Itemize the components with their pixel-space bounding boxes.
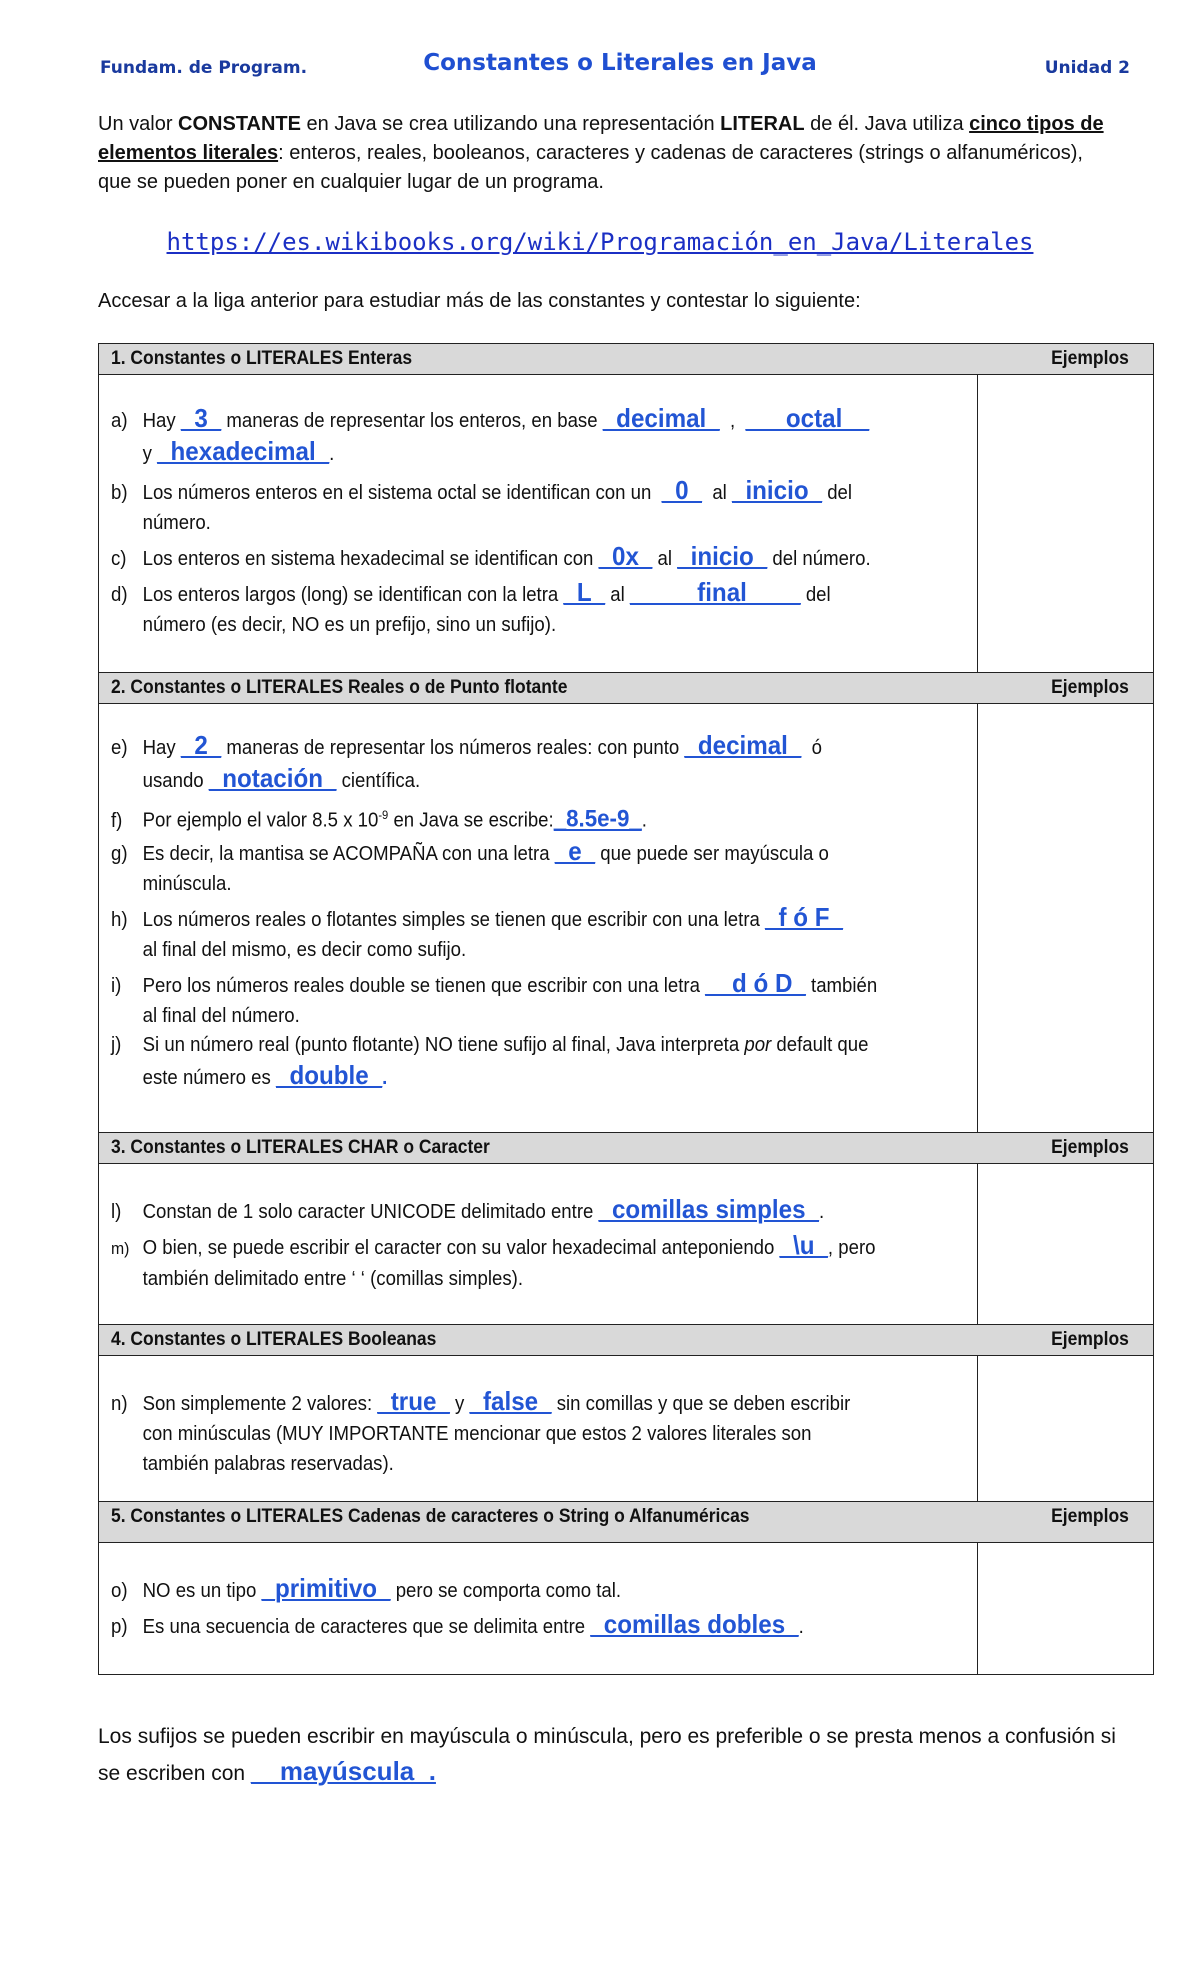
examples-header: Ejemplos bbox=[1051, 348, 1129, 369]
item-text: este número es bbox=[142, 1067, 277, 1089]
intro-bold-constante: CONSTANTE bbox=[178, 113, 301, 135]
answer: _comillas dobles_ bbox=[590, 1609, 799, 1639]
item-text: al final del mismo, es decir como sufijo. bbox=[142, 939, 467, 961]
item-text: Es una secuencia de caracteres que se delimita entre bbox=[142, 1616, 591, 1638]
item-text: Si un número real (punto flotante) NO tiene sufijo al final, Java interpreta bbox=[142, 1034, 745, 1056]
item-text: ó bbox=[801, 737, 823, 759]
answer: _inicio_ bbox=[731, 475, 823, 505]
intro-text: Un valor bbox=[98, 113, 179, 135]
section-header bbox=[99, 344, 1153, 375]
item-text: maneras de representar los números reales: con punto bbox=[221, 737, 685, 759]
item-text: usando bbox=[142, 770, 209, 792]
intro-text: en Java se crea utilizando una representación bbox=[301, 113, 721, 135]
item-key: j) bbox=[111, 1034, 122, 1056]
item-text: en Java se escribe: bbox=[388, 809, 554, 832]
item-key: l) bbox=[111, 1201, 122, 1223]
item-key: c) bbox=[111, 548, 127, 570]
item-text: sin comillas y que se deben escribir bbox=[551, 1393, 851, 1415]
item-key: a) bbox=[111, 410, 128, 432]
item-key: m) bbox=[111, 1239, 130, 1258]
wikibooks-link[interactable]: https://es.wikibooks.org/wiki/Programación_en_Java/Literales bbox=[166, 228, 1034, 256]
item-text: del bbox=[822, 482, 853, 504]
intro-text: : enteros, reales, booleanos, caracteres y cadenas de caracteres (strings o alfanuméricos), que se pueden poner en cualquier lugar de un programa. bbox=[98, 142, 1083, 193]
item-text: NO es un tipo bbox=[142, 1580, 262, 1602]
list-item bbox=[111, 1194, 911, 1227]
item-text: del bbox=[800, 584, 831, 606]
intro-bold-cinco: cinco tipos de elementos literales bbox=[98, 113, 1104, 164]
answer: _hexadecimal_ bbox=[157, 436, 330, 466]
answer: _\u_ bbox=[779, 1230, 828, 1260]
answer: _L_ bbox=[563, 577, 606, 607]
item-text: número (es decir, NO es un prefijo, sino un sufijo). bbox=[142, 614, 557, 636]
item-text: . bbox=[798, 1616, 804, 1638]
item-text: Hay bbox=[142, 737, 181, 759]
item-key: d) bbox=[111, 584, 128, 606]
section-header bbox=[99, 1502, 1153, 1543]
item-text: , pero bbox=[827, 1237, 876, 1259]
item-text: . bbox=[329, 443, 335, 465]
list-item bbox=[111, 1609, 911, 1642]
examples-header: Ejemplos bbox=[1051, 1137, 1129, 1158]
answer: _2_ bbox=[180, 730, 222, 760]
answer: _8.5e-9_ bbox=[553, 805, 642, 833]
column-divider bbox=[977, 673, 978, 1132]
item-key: e) bbox=[111, 737, 128, 759]
item-text: maneras de representar los enteros, en base bbox=[221, 410, 603, 432]
list-item bbox=[111, 1030, 911, 1093]
section-booleanas bbox=[98, 1324, 1154, 1502]
item-text: Los números enteros en el sistema octal se identifican con un bbox=[142, 482, 662, 504]
item-text: y bbox=[142, 443, 158, 465]
examples-header: Ejemplos bbox=[1051, 1506, 1129, 1527]
section-header bbox=[99, 673, 1153, 704]
section-title: 3. Constantes o LITERALES CHAR o Caracter bbox=[111, 1137, 490, 1158]
answer: _e_ bbox=[554, 836, 596, 866]
answer: ___octal__ bbox=[745, 403, 870, 433]
list-item bbox=[111, 1230, 911, 1294]
examples-header: Ejemplos bbox=[1051, 1329, 1129, 1350]
item-text: minúscula. bbox=[142, 873, 232, 895]
item-text: al bbox=[702, 482, 732, 504]
outro-text: Los sufijos se pueden escribir en mayúscula o minúscula, pero es preferible o se presta menos a confusión si se escriben con bbox=[98, 1725, 1116, 1785]
answer: _decimal_ bbox=[602, 403, 720, 433]
item-key: f) bbox=[111, 809, 123, 832]
answer: _0_ bbox=[661, 475, 703, 505]
item-text: con minúsculas (MUY IMPORTANTE mencionar que estos 2 valores literales son bbox=[142, 1423, 812, 1445]
examples-header: Ejemplos bbox=[1051, 677, 1129, 698]
item-text: al bbox=[605, 584, 630, 606]
item-key: p) bbox=[111, 1616, 128, 1638]
item-key: g) bbox=[111, 843, 128, 865]
answer: _f ó F_ bbox=[765, 902, 843, 932]
section-title: 1. Constantes o LITERALES Enteras bbox=[111, 348, 413, 369]
section-char bbox=[98, 1132, 1154, 1325]
item-text: y bbox=[449, 1393, 470, 1415]
page-header bbox=[100, 50, 1140, 86]
answer: _primitivo_ bbox=[261, 1573, 391, 1603]
list-item bbox=[111, 1386, 911, 1479]
list-item bbox=[111, 730, 911, 796]
answer: __mayúscula_. bbox=[250, 1756, 436, 1786]
page-title: Constantes o Literales en Java bbox=[423, 50, 817, 76]
course-label: Fundam. de Program. bbox=[100, 58, 308, 78]
item-text: Hay bbox=[142, 410, 181, 432]
item-text: Es decir, la mantisa se ACOMPAÑA con una letra bbox=[142, 843, 555, 865]
item-text: Constan de 1 solo caracter UNICODE delimitado entre bbox=[142, 1201, 599, 1223]
list-item bbox=[111, 836, 911, 899]
item-text-italic: por bbox=[744, 1034, 772, 1056]
item-text: al bbox=[652, 548, 678, 570]
answer: _double_ bbox=[276, 1060, 383, 1090]
section-header bbox=[99, 1325, 1153, 1356]
list-item bbox=[111, 800, 911, 836]
section-reales bbox=[98, 672, 1154, 1133]
section-enteras bbox=[98, 343, 1154, 673]
section-title: 4. Constantes o LITERALES Booleanas bbox=[111, 1329, 437, 1350]
item-text: también delimitado entre ‘ ‘ (comillas simples). bbox=[142, 1268, 524, 1290]
item-text: científica. bbox=[336, 770, 421, 792]
item-text: Son simplemente 2 valores: bbox=[142, 1393, 378, 1415]
section-title: 2. Constantes o LITERALES Reales o de Punto flotante bbox=[111, 677, 568, 698]
item-text: . bbox=[641, 809, 647, 832]
item-text: que puede ser mayúscula o bbox=[595, 843, 829, 865]
item-text: Pero los números reales double se tienen que escribir con una letra bbox=[142, 975, 706, 997]
item-text: también bbox=[805, 975, 878, 997]
list-item bbox=[111, 968, 911, 1031]
list-item bbox=[111, 1573, 911, 1606]
list-item bbox=[111, 577, 911, 640]
intro-text: de él. Java utiliza bbox=[804, 113, 970, 135]
unit-label: Unidad 2 bbox=[1044, 58, 1130, 78]
item-text: default que bbox=[771, 1034, 869, 1056]
item-text: al final del número. bbox=[142, 1005, 300, 1027]
item-text: número. bbox=[142, 512, 211, 534]
item-text: Los enteros en sistema hexadecimal se identifican con bbox=[142, 548, 599, 570]
instructions-text: Accesar a la liga anterior para estudiar más de las constantes y contestar lo siguiente: bbox=[98, 290, 861, 312]
item-text: también palabras reservadas). bbox=[142, 1453, 394, 1475]
answer: _3_ bbox=[180, 403, 222, 433]
section-strings bbox=[98, 1501, 1154, 1675]
answer: __d ó D_ bbox=[705, 968, 806, 998]
answer: _true_ bbox=[377, 1386, 450, 1416]
answer: _inicio_ bbox=[677, 541, 768, 571]
column-divider bbox=[977, 344, 978, 672]
item-text: pero se comporta como tal. bbox=[390, 1580, 622, 1602]
answer: _____final____ bbox=[629, 577, 801, 607]
item-key: n) bbox=[111, 1393, 128, 1415]
item-text: Los enteros largos (long) se identifican con la letra bbox=[142, 584, 564, 606]
item-key: b) bbox=[111, 482, 128, 504]
item-key: h) bbox=[111, 909, 128, 931]
answer: _decimal_ bbox=[684, 730, 802, 760]
list-item bbox=[111, 541, 911, 574]
answer: _notación_ bbox=[208, 763, 337, 793]
item-text: Los números reales o flotantes simples se tienen que escribir con una letra bbox=[142, 909, 766, 931]
intro-bold-literal: LITERAL bbox=[720, 113, 805, 135]
list-item bbox=[111, 902, 911, 965]
section-title: 5. Constantes o LITERALES Cadenas de caracteres o String o Alfanuméricas bbox=[111, 1506, 750, 1527]
closing-paragraph bbox=[98, 1720, 1138, 1791]
item-text: . bbox=[818, 1201, 825, 1223]
answer: _comillas simples_ bbox=[598, 1194, 819, 1224]
item-key: o) bbox=[111, 1580, 128, 1602]
intro-paragraph bbox=[98, 110, 1118, 197]
list-item bbox=[111, 475, 911, 538]
item-text: O bien, se puede escribir el caracter con su valor hexadecimal anteponiendo bbox=[142, 1237, 780, 1259]
item-text: . bbox=[382, 1067, 388, 1089]
item-text: Por ejemplo el valor 8.5 x 10 bbox=[142, 809, 379, 832]
section-header bbox=[99, 1133, 1153, 1164]
item-key: i) bbox=[111, 975, 122, 997]
answer: _0x_ bbox=[598, 541, 653, 571]
answer: _false_ bbox=[469, 1386, 552, 1416]
exponent: -9 bbox=[378, 808, 389, 822]
item-text: del número. bbox=[767, 548, 871, 570]
list-item bbox=[111, 403, 911, 469]
item-text: , bbox=[719, 410, 746, 432]
